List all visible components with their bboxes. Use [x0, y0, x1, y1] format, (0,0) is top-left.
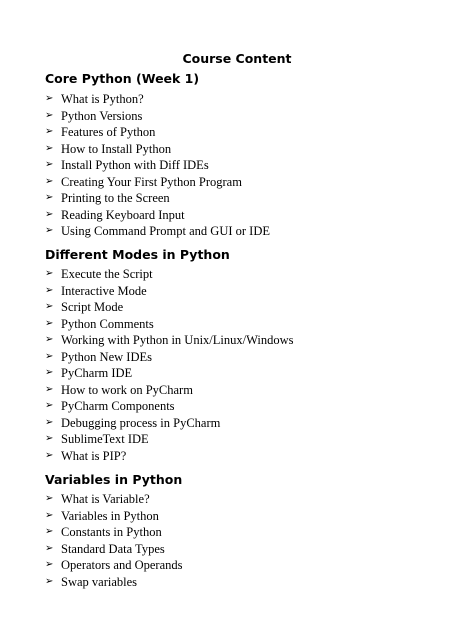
list-item — [45, 431, 294, 448]
list-item-text: PyCharm IDE — [61, 366, 133, 380]
list-item-text: Reading Keyboard Input — [61, 207, 185, 222]
list-item — [45, 332, 294, 349]
list-item — [45, 299, 294, 316]
arrow-bullet-icon: ➢ — [45, 433, 54, 444]
list-item — [45, 508, 182, 525]
list-item — [45, 91, 270, 108]
list-item-text: What is PIP? — [61, 448, 127, 463]
arrow-bullet-icon: ➢ — [45, 175, 54, 187]
arrow-bullet-icon: ➢ — [45, 575, 54, 587]
list-item — [45, 174, 270, 191]
list-item-text: What is Variable? — [61, 492, 150, 506]
list-item-text: How to Install Python — [61, 141, 172, 156]
list-item-text: Install Python with Diff IDEs — [61, 158, 209, 172]
list-item — [45, 157, 270, 174]
list-item — [45, 316, 294, 333]
section-heading-variables: Variables in Python — [45, 472, 183, 487]
list-item — [45, 448, 294, 465]
list-item — [45, 349, 294, 366]
list-item — [45, 266, 294, 283]
arrow-bullet-icon: ➢ — [45, 208, 54, 220]
list-item — [45, 415, 294, 432]
list-item-text: Operators and Operands — [61, 558, 183, 572]
topic-list-variables — [45, 491, 182, 590]
arrow-bullet-icon: ➢ — [45, 542, 54, 554]
list-item-text: Using Command Prompt and GUI or IDE — [61, 224, 271, 238]
arrow-bullet-icon: ➢ — [45, 400, 54, 411]
page-title: Course Content — [182, 51, 292, 66]
arrow-bullet-icon: ➢ — [45, 449, 54, 461]
arrow-bullet-icon: ➢ — [45, 109, 54, 121]
list-item-text: Execute the Script — [61, 267, 153, 281]
list-item — [45, 524, 182, 541]
arrow-bullet-icon: ➢ — [45, 509, 54, 521]
arrow-bullet-icon: ➢ — [45, 142, 54, 154]
arrow-bullet-icon: ➢ — [45, 334, 54, 345]
list-item-text: Features of Python — [61, 125, 156, 139]
arrow-bullet-icon: ➢ — [45, 526, 54, 537]
list-item — [45, 108, 270, 125]
list-item-text: Standard Data Types — [61, 541, 165, 556]
arrow-bullet-icon: ➢ — [45, 284, 54, 296]
list-item — [45, 382, 294, 399]
list-item-text: Interactive Mode — [61, 283, 147, 298]
list-item-text: Swap variables — [61, 574, 138, 589]
list-item — [45, 124, 270, 141]
arrow-bullet-icon: ➢ — [45, 317, 54, 329]
list-item-text: Python Comments — [61, 316, 154, 331]
arrow-bullet-icon: ➢ — [45, 192, 54, 203]
list-item-text: Python New IDEs — [61, 349, 152, 364]
list-item-text: Printing to the Screen — [61, 191, 170, 205]
arrow-bullet-icon: ➢ — [45, 301, 54, 312]
list-item — [45, 207, 270, 224]
list-item-text: How to work on PyCharm — [61, 382, 193, 397]
list-item-text: Python Versions — [61, 108, 143, 123]
list-item — [45, 491, 182, 508]
section-heading-different-modes: Different Modes in Python — [45, 247, 230, 262]
topic-list-core-python — [45, 91, 270, 240]
list-item-text: Creating Your First Python Program — [61, 174, 242, 189]
list-item-text: Working with Python in Unix/Linux/Windows — [61, 333, 294, 347]
list-item — [45, 223, 270, 240]
list-item — [45, 190, 270, 207]
list-item-text: PyCharm Components — [61, 399, 175, 413]
list-item — [45, 365, 294, 382]
list-item-text: Constants in Python — [61, 525, 162, 539]
arrow-bullet-icon: ➢ — [45, 350, 54, 362]
section-heading-core-python: Core Python (Week 1) — [45, 71, 200, 86]
list-item-text: SublimeText IDE — [61, 432, 149, 446]
list-item — [45, 398, 294, 415]
list-item-text: Script Mode — [61, 300, 124, 314]
arrow-bullet-icon: ➢ — [45, 416, 54, 428]
list-item — [45, 141, 270, 158]
arrow-bullet-icon: ➢ — [45, 268, 54, 279]
list-item — [45, 574, 182, 591]
list-item — [45, 283, 294, 300]
list-item — [45, 557, 182, 574]
arrow-bullet-icon: ➢ — [45, 367, 54, 378]
arrow-bullet-icon: ➢ — [45, 225, 54, 236]
list-item-text: Variables in Python — [61, 508, 159, 523]
list-item-text: What is Python? — [61, 92, 144, 106]
arrow-bullet-icon: ➢ — [45, 383, 54, 395]
list-item — [45, 541, 182, 558]
arrow-bullet-icon: ➢ — [45, 559, 54, 570]
topic-list-different-modes — [45, 266, 294, 464]
arrow-bullet-icon: ➢ — [45, 126, 54, 137]
list-item-text: Debugging process in PyCharm — [61, 415, 221, 430]
arrow-bullet-icon: ➢ — [45, 93, 54, 104]
arrow-bullet-icon: ➢ — [45, 159, 54, 170]
arrow-bullet-icon: ➢ — [45, 493, 54, 504]
